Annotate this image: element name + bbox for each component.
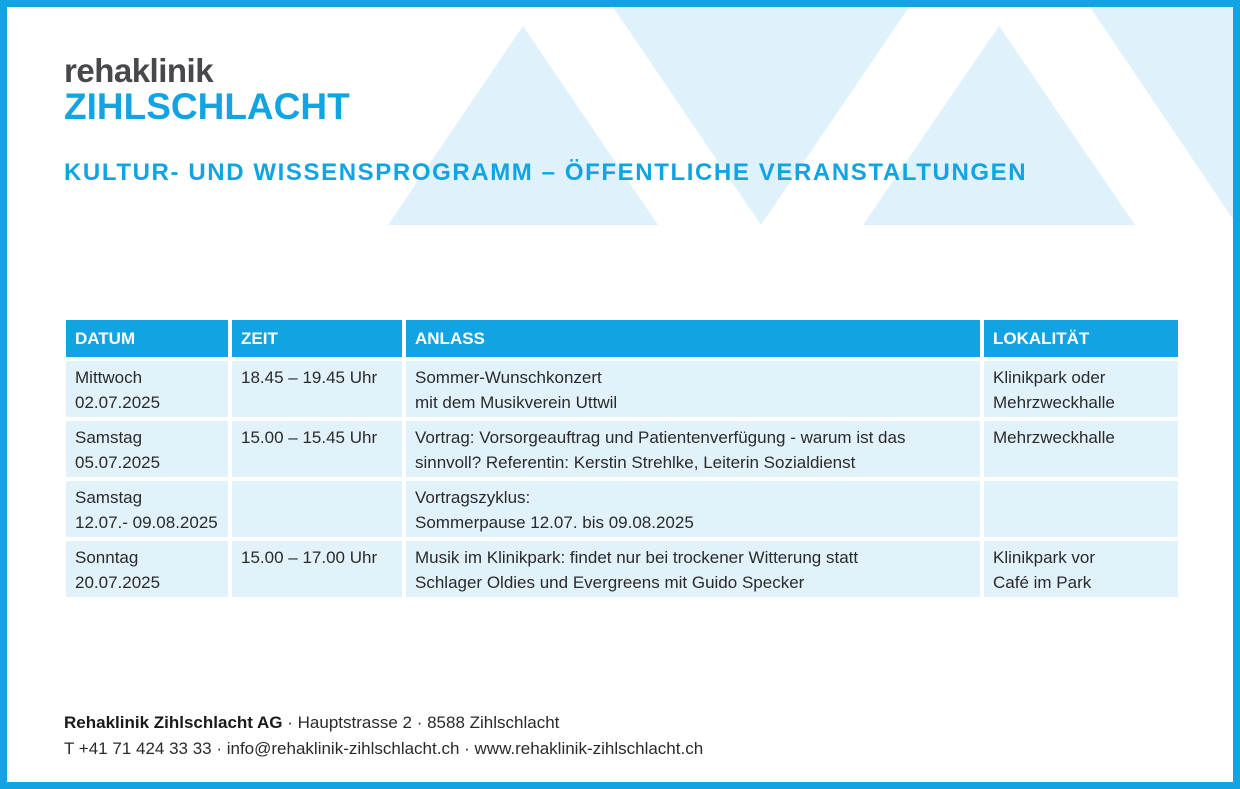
footer-address: · Hauptstrasse 2 · 8588 Zihlschlacht xyxy=(282,713,560,732)
events-table xyxy=(62,316,1182,601)
footer-company: Rehaklinik Zihlschlacht AG xyxy=(64,713,283,732)
triangle-shape-left xyxy=(388,26,658,225)
event-line: mit dem Musikverein Uttwil xyxy=(415,393,618,412)
triangle-shape-middle xyxy=(613,7,909,225)
event-line: Musik im Klinikpark: findet nur bei trockener Witterung statt xyxy=(415,548,859,567)
cell-time xyxy=(232,481,402,537)
cell-date xyxy=(66,541,228,597)
location-line: Klinikpark vor xyxy=(993,548,1096,567)
header-event: ANLASS xyxy=(406,320,980,357)
cell-location xyxy=(984,541,1178,597)
header-date: DATUM xyxy=(66,320,228,357)
cell-time: 18.45 – 19.45 Uhr xyxy=(232,361,402,417)
day-name: Samstag xyxy=(75,428,143,447)
date-value: 02.07.2025 xyxy=(75,393,161,412)
triangle-shape-edge xyxy=(1090,7,1233,219)
cell-time: 15.00 – 15.45 Uhr xyxy=(232,421,402,477)
location-line: Café im Park xyxy=(993,573,1092,592)
cell-location xyxy=(984,421,1178,477)
location-line: Mehrzweckhalle xyxy=(993,428,1115,447)
cell-date xyxy=(66,361,228,417)
cell-location xyxy=(984,361,1178,417)
footer xyxy=(64,710,703,762)
cell-date xyxy=(66,481,228,537)
logo-wordmark-top: rehaklinik xyxy=(64,52,214,89)
cell-event xyxy=(406,541,980,597)
page-title: KULTUR- UND WISSENSPROGRAMM – ÖFFENTLICHE VERANSTALTUNGEN xyxy=(64,159,1028,186)
footer-contact-line: T +41 71 424 33 33 · info@rehaklinik-zihlschlacht.ch · www.rehaklinik-zihlschlacht.ch xyxy=(64,739,704,758)
event-line: Sommer-Wunschkonzert xyxy=(415,368,602,387)
table-row xyxy=(66,541,1178,597)
footer-address-line xyxy=(64,710,703,736)
event-line: Vortragszyklus: xyxy=(415,488,531,507)
cell-event xyxy=(406,421,980,477)
header-time: ZEIT xyxy=(232,320,402,357)
table-header-row xyxy=(66,320,1178,357)
cell-location xyxy=(984,481,1178,537)
date-value: 12.07.- 09.08.2025 xyxy=(75,513,218,532)
event-line: Sommerpause 12.07. bis 09.08.2025 xyxy=(415,513,694,532)
cell-event xyxy=(406,481,980,537)
table-row xyxy=(66,481,1178,537)
event-line: Vortrag: Vorsorgeauftrag und Patientenverfügung - warum ist das xyxy=(415,428,906,447)
day-name: Mittwoch xyxy=(75,368,143,387)
logo-wordmark-bottom: ZIHLSCHLACHT xyxy=(64,86,350,127)
table-row xyxy=(66,361,1178,417)
day-name: Sonntag xyxy=(75,548,139,567)
location-line: Klinikpark oder xyxy=(993,368,1106,387)
cell-date xyxy=(66,421,228,477)
date-value: 05.07.2025 xyxy=(75,453,161,472)
table-row xyxy=(66,421,1178,477)
event-line: Schlager Oldies und Evergreens mit Guido Specker xyxy=(415,573,805,592)
event-line: sinnvoll? Referentin: Kerstin Strehlke, Leiterin Sozialdienst xyxy=(415,453,856,472)
cell-time: 15.00 – 17.00 Uhr xyxy=(232,541,402,597)
cell-event xyxy=(406,361,980,417)
header-location: LOKALITÄT xyxy=(984,320,1178,357)
date-value: 20.07.2025 xyxy=(75,573,161,592)
triangle-shape-right xyxy=(863,26,1135,225)
day-name: Samstag xyxy=(75,488,143,507)
logo xyxy=(64,54,350,126)
location-line: Mehrzweckhalle xyxy=(993,393,1115,412)
